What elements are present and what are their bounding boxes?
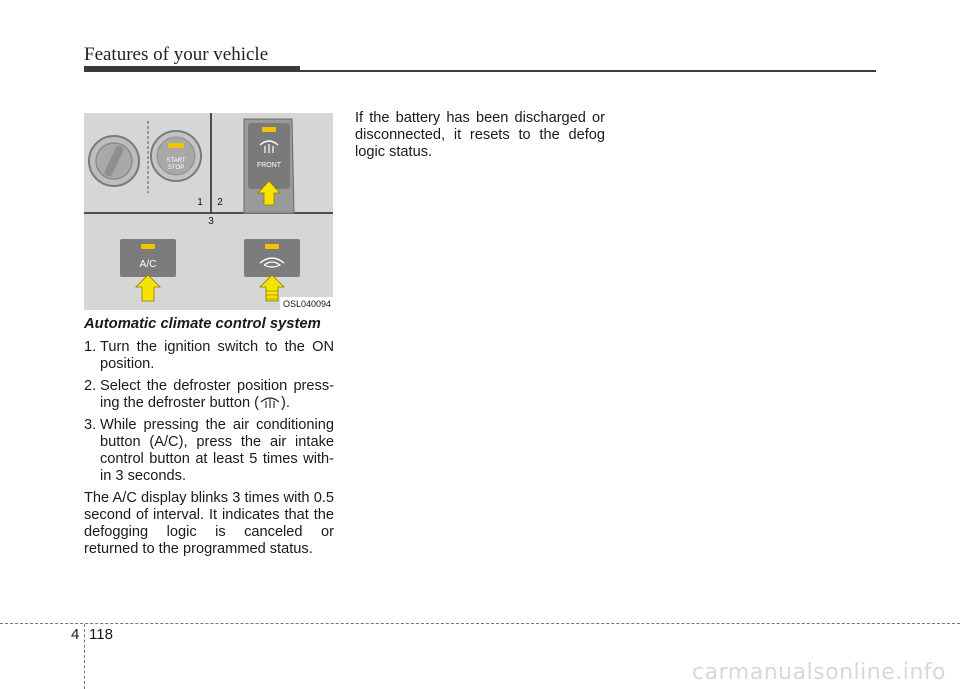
step-text: Turn the ignition switch to the ON position. — [100, 339, 334, 372]
front-defrost-button-icon — [244, 119, 294, 213]
step-2 — [84, 378, 334, 412]
callout-1: 1 — [197, 197, 203, 208]
step-number: 3. — [84, 417, 97, 433]
page-number: 118 — [89, 626, 113, 643]
figure-code: OSL040094 — [282, 299, 331, 309]
stop-label: STOP — [167, 165, 185, 171]
step-1 — [84, 339, 334, 373]
watermark: carmanualsonline.info — [692, 660, 946, 685]
callout-3: 3 — [208, 216, 214, 227]
footer-rule — [0, 623, 960, 624]
climate-control-illustration — [84, 113, 333, 310]
step-text-before: Select the defroster position press-ing the defroster button ( — [100, 378, 334, 411]
step-text-after: ). — [281, 395, 290, 411]
page-header-title: Features of your vehicle — [84, 44, 269, 65]
step-text: While pressing the air conditioning button (A/C), press the air intake control button at least 5 times with-in 3 seconds. — [100, 417, 334, 484]
left-column — [84, 316, 334, 558]
header-bar — [84, 66, 300, 72]
right-column — [355, 110, 605, 161]
start-stop-button-icon — [151, 131, 201, 181]
step-number: 2. — [84, 378, 97, 394]
step-number: 1. — [84, 339, 97, 355]
footer-divider — [84, 624, 85, 689]
front-label: FRONT — [256, 162, 282, 169]
body-paragraph: The A/C display blinks 3 times with 0.5 second of interval. It indicates that the defogging logic is canceled or returned to the programmed status. — [84, 490, 334, 557]
section-subheading: Automatic climate control system — [84, 316, 321, 332]
step-3 — [84, 417, 334, 485]
section-number: 4 — [71, 626, 80, 643]
start-label: START — [166, 158, 186, 164]
ignition-key-icon — [89, 136, 139, 186]
ac-label: A/C — [139, 259, 157, 270]
header-rule — [300, 70, 876, 72]
defrost-icon — [259, 395, 281, 409]
callout-2: 2 — [217, 197, 223, 208]
body-paragraph-right: If the battery has been discharged or disconnected, it resets to the defog logic status. — [355, 110, 605, 160]
